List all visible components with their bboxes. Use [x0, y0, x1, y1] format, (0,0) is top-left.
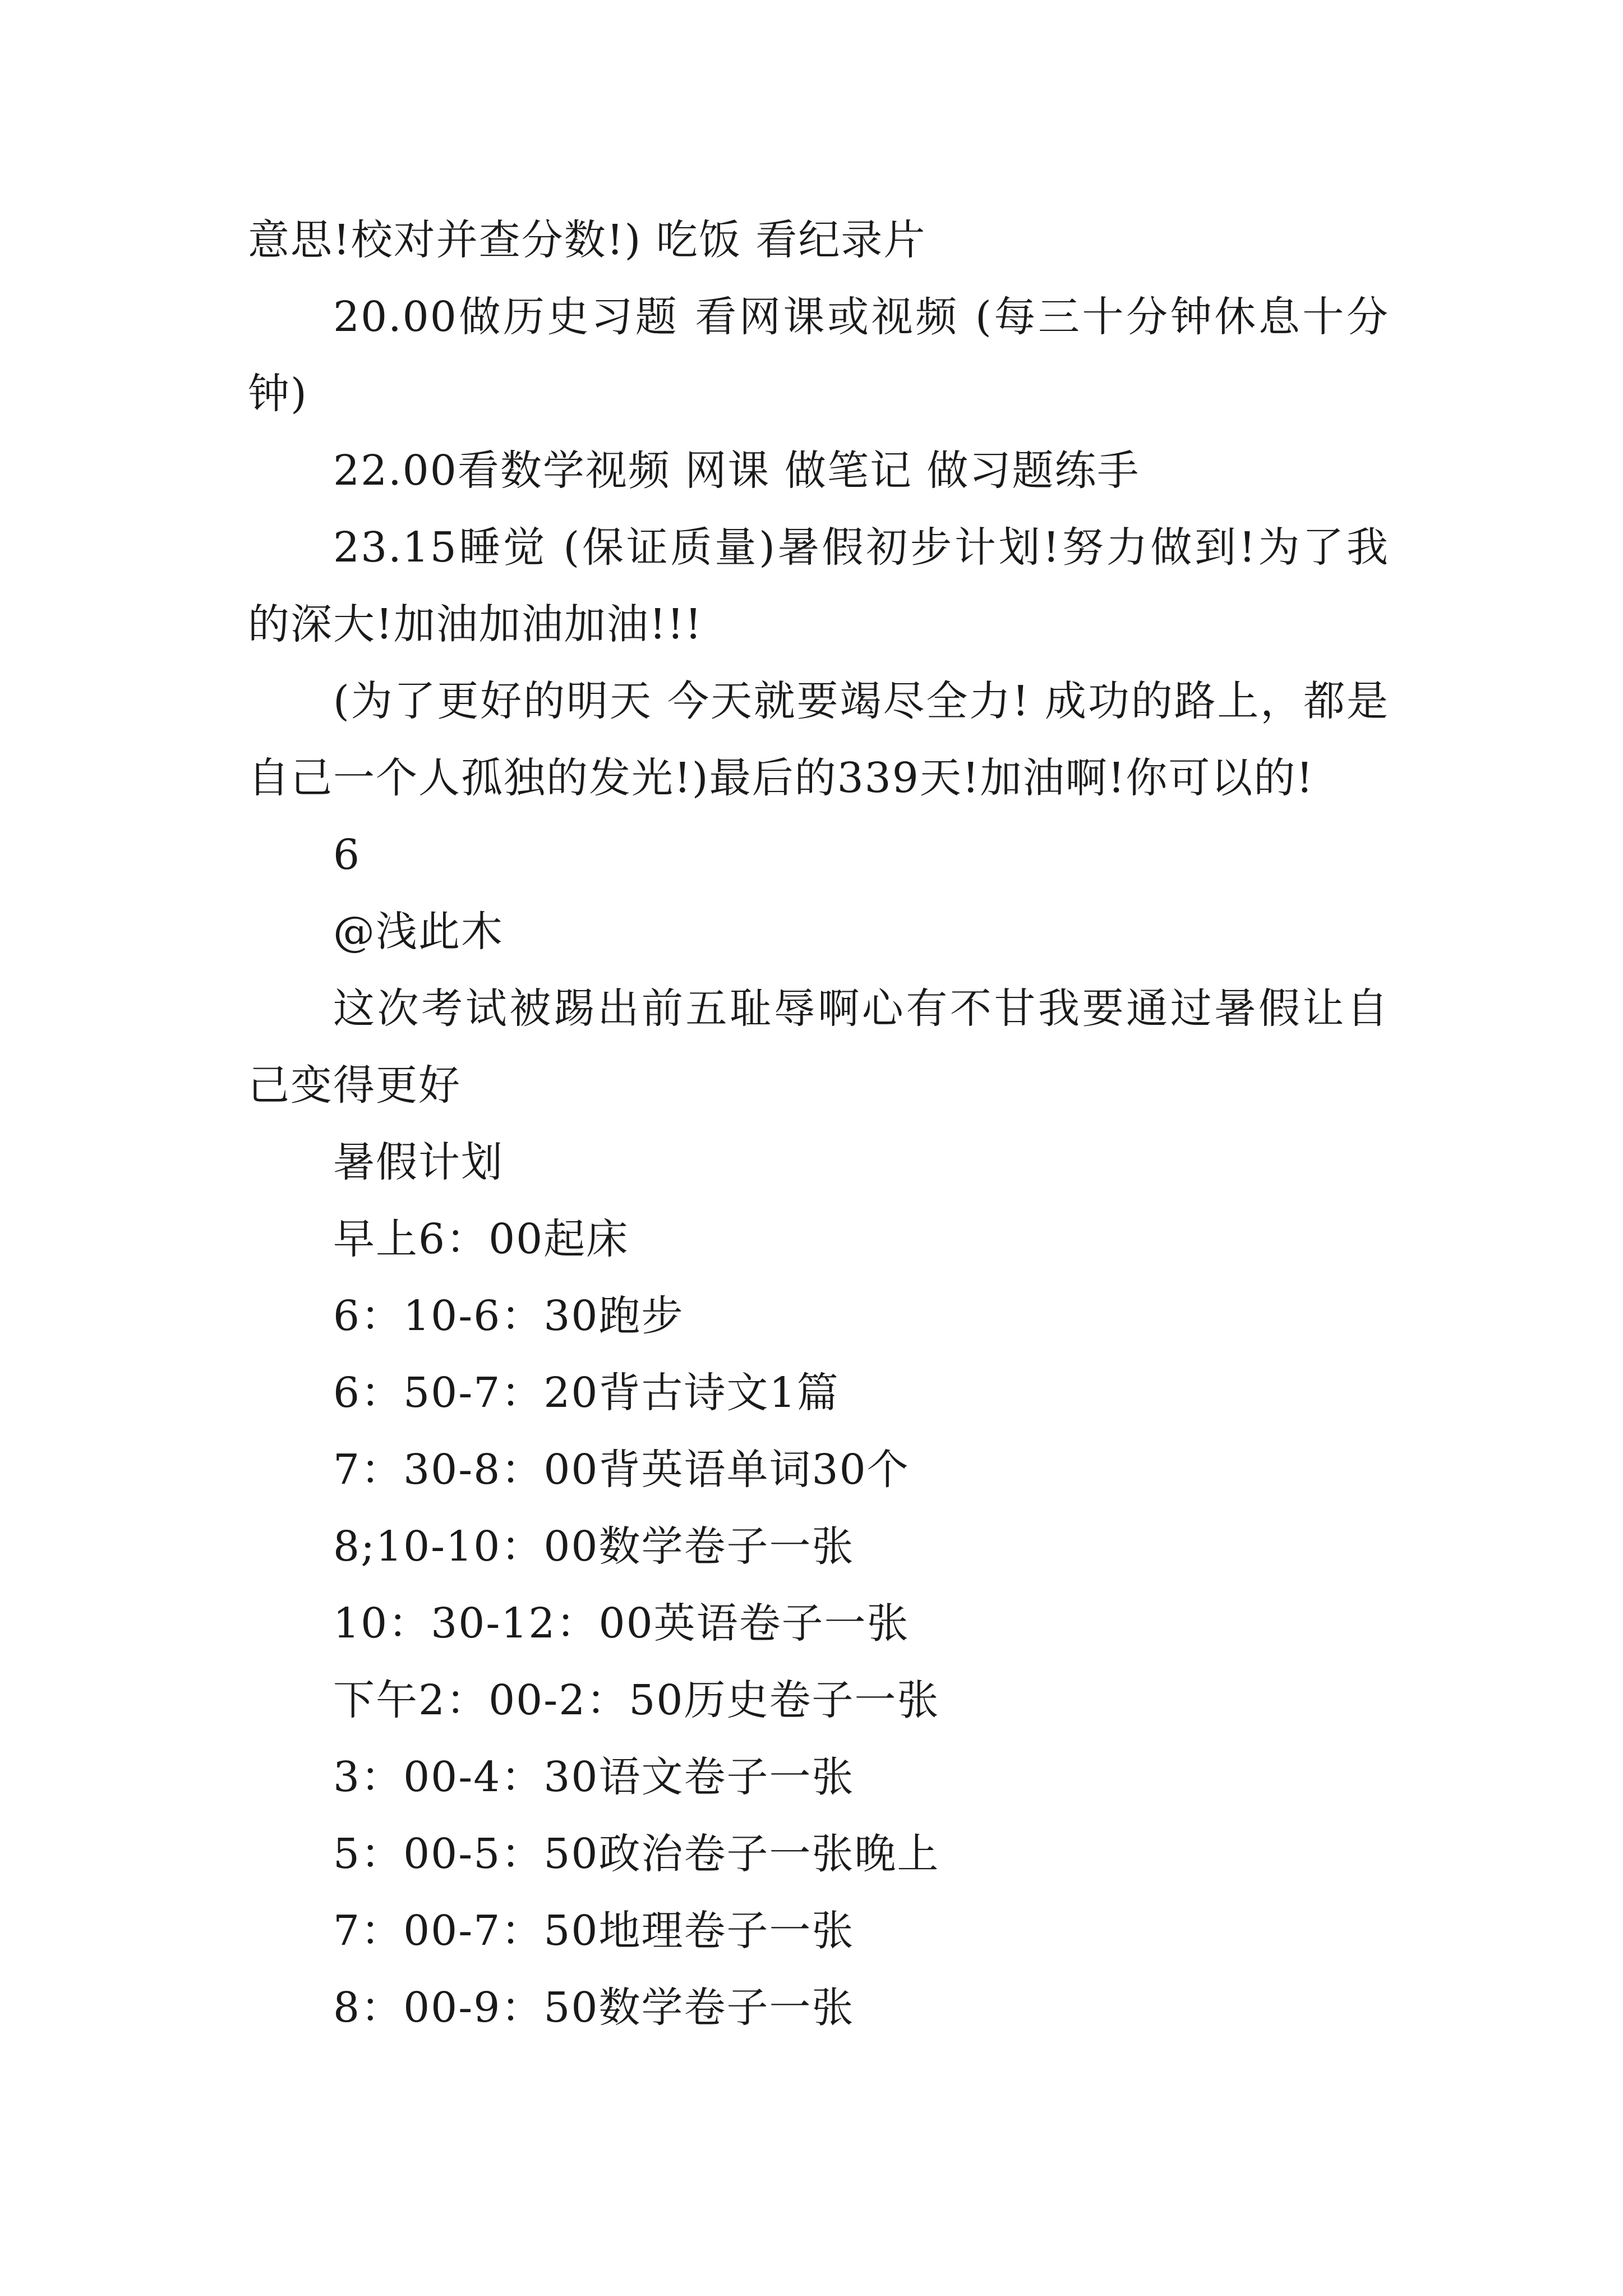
paragraph: 22.00看数学视频 网课 做笔记 做习题练手 — [333, 447, 1140, 495]
paragraph: 23.15睡觉 (保证质量)暑假初步计划!努力做到!为了我的深大!加油加油加油!!! — [248, 523, 1389, 648]
schedule-item: 5：00-5：50政治卷子一张晚上 — [333, 1830, 940, 1878]
author-handle: @浅此木 — [333, 908, 504, 956]
plan-heading: 暑假计划 — [333, 1138, 504, 1186]
paragraph: 20.00做历史习题 看网课或视频 (每三十分钟休息十分钟) — [248, 293, 1389, 418]
paragraph: 这次考试被踢出前五耻辱啊心有不甘我要通过暑假让自己变得更好 — [248, 984, 1389, 1110]
schedule-item: 8：00-9：50数学卷子一张 — [333, 1984, 855, 2032]
paragraph-continuation: 意思!校对并查分数!) 吃饭 看纪录片 — [248, 216, 926, 264]
schedule-item: 6：50-7：20背古诗文1篇 — [333, 1369, 840, 1417]
paragraph: (为了更好的明天 今天就要竭尽全力! 成功的路上，都是自己一个人孤独的发光!)最后的339天!加油啊!你可以的! — [248, 677, 1389, 802]
document-body — [248, 202, 1389, 2046]
schedule-item: 3：00-4：30语文卷子一张 — [333, 1753, 855, 1801]
schedule-item: 早上6：00起床 — [333, 1215, 629, 1263]
schedule-item: 10：30-12：00英语卷子一张 — [333, 1599, 910, 1648]
schedule-item: 6：10-6：30跑步 — [333, 1292, 684, 1340]
section-number: 6 — [333, 831, 361, 879]
schedule-item: 7：30-8：00背英语单词30个 — [333, 1446, 910, 1494]
schedule-item: 7：00-7：50地理卷子一张 — [333, 1907, 855, 1955]
schedule-item: 8;10-10：00数学卷子一张 — [333, 1522, 855, 1571]
schedule-item: 下午2：00-2：50历史卷子一张 — [333, 1676, 940, 1724]
